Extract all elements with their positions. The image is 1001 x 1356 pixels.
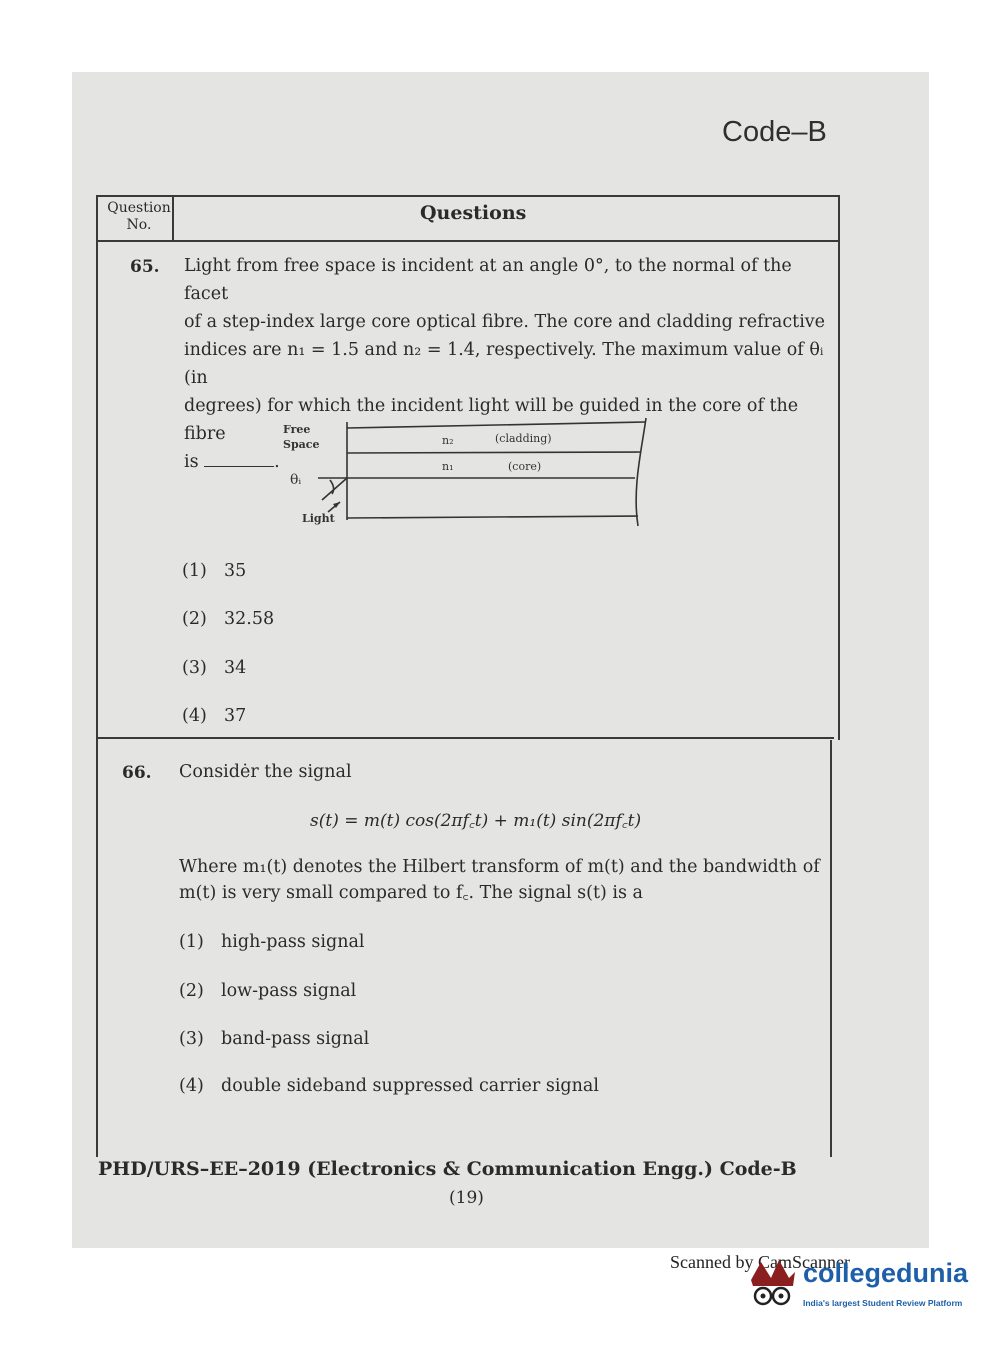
q65-option-2[interactable] [182, 609, 274, 629]
question-65-number: 65. [130, 257, 160, 277]
q65-line-2: of a step-index large core optical fibre. The core and cladding refractive [184, 312, 826, 332]
header-no: No. [126, 217, 152, 233]
collegedunia-logo: collegedunia [803, 1258, 969, 1288]
option-number: (3) [179, 1029, 204, 1049]
q66-option-2[interactable] [179, 981, 356, 1001]
option-text: 32.58 [224, 609, 275, 629]
cladding-label: (cladding) [495, 432, 552, 445]
option-number: (2) [182, 609, 207, 629]
question-66-text [179, 854, 831, 906]
fibre-end [636, 418, 646, 526]
code-label: Code–B [722, 116, 827, 148]
question-66-number: 66. [122, 763, 152, 783]
q66-option-4[interactable] [179, 1076, 599, 1096]
option-text: 35 [224, 561, 247, 581]
option-number: (3) [182, 658, 207, 678]
q65-option-1[interactable] [182, 561, 246, 581]
collegedunia-watermark [745, 1250, 975, 1320]
q65-option-4[interactable] [182, 706, 246, 726]
option-text: 34 [224, 658, 247, 678]
option-text: 37 [224, 706, 247, 726]
q66-line-1: Where m₁(t) denotes the Hilbert transform of m(t) and the bandwidth of [179, 857, 820, 877]
q65-line-1: Light from free space is incident at an angle 0°, to the normal of the facet [184, 256, 792, 304]
option-number: (1) [182, 561, 207, 581]
option-number: (2) [179, 981, 204, 1001]
space-label: Space [283, 438, 320, 451]
q65-line-5: is . [184, 452, 280, 472]
cladding-top-line [347, 422, 646, 428]
header-question: Question [107, 200, 171, 216]
option-text: band-pass signal [221, 1029, 370, 1049]
page-number: (19) [449, 1188, 484, 1208]
q65-line-4: degrees) for which the incident light will be guided in the core of the fibre [184, 396, 799, 444]
q66-option-3[interactable] [179, 1029, 369, 1049]
option-text: high-pass signal [221, 932, 365, 952]
camscanner-watermark: Scanned by CamScanner [670, 1252, 850, 1272]
option-number: (1) [179, 932, 204, 952]
table-top-border [96, 195, 840, 197]
q66-line-2: m(t) is very small compared to f꜀. The signal s(t) is a [179, 883, 643, 903]
answer-blank [204, 452, 274, 467]
optical-fibre-diagram [270, 408, 660, 538]
light-label: Light [302, 512, 335, 525]
theta-label: θᵢ [290, 472, 302, 488]
column-header-question-no [102, 200, 176, 234]
table-right-border-lower [830, 740, 832, 1157]
table-right-border [838, 195, 840, 740]
paper-footer-title: PHD/URS–EE–2019 (Electronics & Communication Engg.) Code-B [98, 1158, 797, 1180]
option-text: double sideband suppressed carrier signal [221, 1076, 599, 1096]
question-divider [96, 737, 834, 739]
q65-line-3: indices are n₁ = 1.5 and n₂ = 1.4, respectively. The maximum value of θᵢ (in [184, 340, 824, 388]
mascot-icon [745, 1258, 799, 1310]
n1-label: n₁ [442, 460, 454, 473]
question-66-intro: Considėr the signal [179, 762, 352, 782]
n2-label: n₂ [442, 434, 454, 447]
core-top-line [347, 452, 640, 453]
q65-option-3[interactable] [182, 658, 246, 678]
option-number: (4) [182, 706, 207, 726]
option-number: (4) [179, 1076, 204, 1096]
signal-formula: s(t) = m(t) cos(2πf꜀t) + m₁(t) sin(2πf꜀t) [310, 811, 642, 831]
q65-is: is [184, 452, 199, 472]
collegedunia-tagline: India's largest Student Review Platform [803, 1298, 963, 1308]
core-label: (core) [508, 460, 542, 473]
incident-ray [322, 478, 347, 500]
column-header-questions: Questions [420, 202, 527, 224]
q66-option-1[interactable] [179, 932, 365, 952]
cladding-bottom-line [347, 516, 638, 518]
table-header-divider [96, 240, 840, 242]
table-left-border [96, 195, 98, 1157]
free-label: Free [283, 423, 311, 436]
option-text: low-pass signal [221, 981, 357, 1001]
